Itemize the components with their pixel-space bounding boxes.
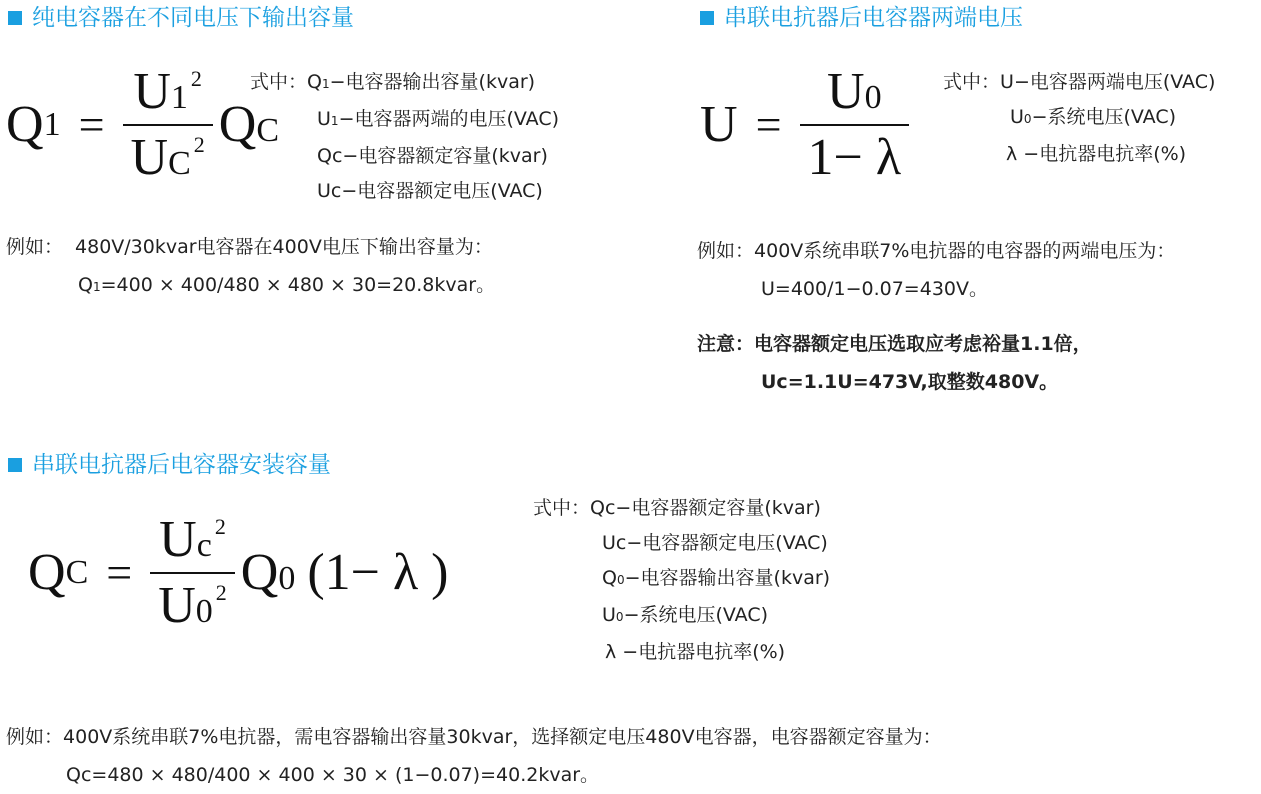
- den-sub: C: [168, 145, 191, 182]
- tail-sub: 0: [278, 560, 296, 597]
- example-lead: 例如：: [6, 726, 64, 748]
- fraction-numerator: [125, 63, 210, 120]
- legend-lead: 式中：: [533, 497, 591, 519]
- den-symbol: 1− λ: [807, 129, 902, 186]
- example-sub: 1: [92, 280, 101, 294]
- fraction: [123, 63, 213, 186]
- section-title-installed-capacity: [8, 450, 331, 480]
- tail-symbol: Q: [218, 96, 257, 153]
- legend-row: [943, 137, 1215, 172]
- formula-lhs: Q: [6, 96, 44, 153]
- legend-symbol: U: [1010, 106, 1024, 128]
- legend-symbol: Uc: [602, 532, 627, 554]
- legend-row: [533, 491, 830, 526]
- legend-text: −电抗器电抗率(%): [1017, 143, 1187, 165]
- fraction: [150, 511, 235, 634]
- fraction-numerator: [151, 511, 234, 568]
- square-bullet-icon: [8, 11, 22, 25]
- legend-text: −电容器额定容量(kvar): [615, 497, 821, 519]
- legend-capacitor-voltage: [943, 65, 1215, 172]
- num-symbol: U: [827, 63, 865, 120]
- legend-symbol: λ: [605, 641, 617, 663]
- example-lead: 例如：: [697, 240, 755, 262]
- legend-row: [250, 65, 559, 102]
- example-line: [697, 270, 1175, 308]
- formula-installed-capacity: [28, 511, 449, 634]
- formula-lhs-sub: 1: [43, 106, 61, 143]
- legend-row: [533, 526, 830, 561]
- legend-text: −电容器两端电压(VAC): [1013, 71, 1216, 93]
- num-sup: 2: [214, 514, 226, 539]
- fraction-denominator: [150, 577, 235, 634]
- section-title-capacitor-voltage: [700, 3, 1023, 33]
- example-line: [697, 232, 1175, 270]
- legend-row: [533, 635, 830, 670]
- legend-text: −电容器额定电压(VAC): [341, 180, 543, 202]
- example-line: [6, 756, 942, 794]
- legend-row: [943, 100, 1215, 137]
- legend-symbol: Qc: [590, 497, 616, 519]
- section-title-text: 串联电抗器后电容器两端电压: [724, 5, 1023, 31]
- den-sub: 0: [195, 593, 213, 630]
- legend-symbol: U: [602, 604, 616, 626]
- num-symbol: U: [159, 511, 197, 568]
- num-sub: 0: [864, 79, 882, 116]
- legend-sub: 0: [1023, 112, 1032, 126]
- legend-row: [250, 174, 559, 209]
- fraction-denominator: [800, 129, 910, 186]
- den-symbol: U: [130, 129, 169, 186]
- legend-installed-capacity: [533, 491, 830, 670]
- example-text: 480V/30kvar电容器在400V电压下输出容量为：: [75, 236, 493, 258]
- formula-paren: (1− λ ): [307, 544, 449, 601]
- formula-capacitor-output: [6, 63, 280, 186]
- legend-text: −电容器额定容量(kvar): [342, 145, 548, 167]
- legend-sub: 1: [321, 77, 330, 91]
- legend-sub: 1: [330, 114, 339, 128]
- num-sub: 1: [170, 79, 188, 116]
- example-capacitor-output: [6, 228, 495, 306]
- legend-row: [250, 139, 559, 174]
- legend-row: [533, 561, 830, 598]
- num-sub: c: [196, 527, 212, 564]
- den-sup: 2: [215, 580, 227, 605]
- note-lead: 注意：: [697, 333, 755, 355]
- legend-text: −电容器输出容量(kvar): [624, 567, 831, 589]
- note-text: Uc=1.1U=473V,取整数480V。: [761, 371, 1059, 393]
- legend-symbol: λ: [1006, 143, 1018, 165]
- section-title-text: 串联电抗器后电容器安装容量: [32, 452, 331, 478]
- den-sup: 2: [193, 132, 205, 157]
- tail-symbol: Q: [240, 544, 279, 601]
- example-lead: 例如：: [6, 236, 64, 258]
- formula-lhs: Q: [28, 544, 66, 601]
- legend-symbol: U: [1000, 71, 1014, 93]
- legend-row: [943, 65, 1215, 100]
- formula-lhs: U: [700, 96, 738, 153]
- legend-lead: 式中：: [250, 71, 308, 93]
- legend-sub: 0: [616, 573, 625, 587]
- fraction-bar: [150, 572, 235, 574]
- legend-symbol: Uc: [317, 180, 342, 202]
- legend-lead: 式中：: [943, 71, 1001, 93]
- note-line: [697, 363, 1092, 401]
- fraction-bar: [800, 124, 910, 126]
- example-line: [6, 718, 942, 756]
- fraction-numerator: [819, 63, 890, 120]
- num-sup: 2: [190, 66, 202, 91]
- example-text: =400 × 400/480 × 480 × 30=20.8kvar。: [100, 274, 496, 296]
- equals-sign: =: [106, 547, 133, 598]
- legend-text: −电容器输出容量(kvar): [329, 71, 536, 93]
- note-line: [697, 325, 1092, 363]
- legend-text: −电容器额定电压(VAC): [626, 532, 828, 554]
- example-text: 400V系统串联7%电抗器的电容器的两端电压为：: [754, 240, 1176, 262]
- legend-sub: 0: [615, 610, 624, 624]
- equals-sign: =: [78, 99, 105, 150]
- note-text: 电容器额定电压选取应考虑裕量1.1倍，: [754, 333, 1092, 355]
- num-symbol: U: [133, 63, 171, 120]
- square-bullet-icon: [700, 11, 714, 25]
- fraction-denominator: [123, 129, 213, 186]
- legend-row: [533, 598, 830, 635]
- den-symbol: U: [158, 577, 196, 634]
- legend-symbol: U: [317, 108, 331, 130]
- legend-capacitor-output: [250, 65, 559, 209]
- example-installed-capacity: [6, 718, 942, 794]
- section-title-text: 纯电容器在不同电压下输出容量: [32, 5, 354, 31]
- legend-text: −系统电压(VAC): [1031, 106, 1177, 128]
- tail-sub: C: [256, 112, 280, 149]
- formula-tail: [240, 544, 296, 601]
- formula-capacitor-voltage: [700, 63, 909, 186]
- example-symbol: Q: [78, 274, 93, 296]
- legend-text: −系统电压(VAC): [623, 604, 769, 626]
- example-text: U=400/1−0.07=430V。: [761, 278, 988, 300]
- example-capacitor-voltage: [697, 232, 1175, 308]
- legend-symbol: Qc: [317, 145, 343, 167]
- formula-lhs-sub: C: [65, 554, 89, 591]
- fraction: [800, 63, 910, 186]
- fraction-bar: [123, 124, 213, 126]
- square-bullet-icon: [8, 458, 22, 472]
- example-line: [6, 266, 495, 306]
- equals-sign: =: [755, 99, 782, 150]
- legend-text: −电抗器电抗率(%): [616, 641, 786, 663]
- legend-symbol: Q: [602, 567, 617, 589]
- section-title-capacitor-output: [8, 3, 354, 33]
- note-capacitor-voltage: [697, 325, 1092, 401]
- example-text: 400V系统串联7%电抗器，需电容器输出容量30kvar，选择额定电压480V电容器，电容器额定容量为：: [63, 726, 942, 748]
- example-text: Qc=480 × 480/400 × 400 × 30 × (1−0.07)=40.2kvar。: [66, 764, 600, 786]
- legend-row: [250, 102, 559, 139]
- legend-text: −电容器两端的电压(VAC): [338, 108, 560, 130]
- legend-symbol: Q: [307, 71, 322, 93]
- example-line: [6, 228, 495, 266]
